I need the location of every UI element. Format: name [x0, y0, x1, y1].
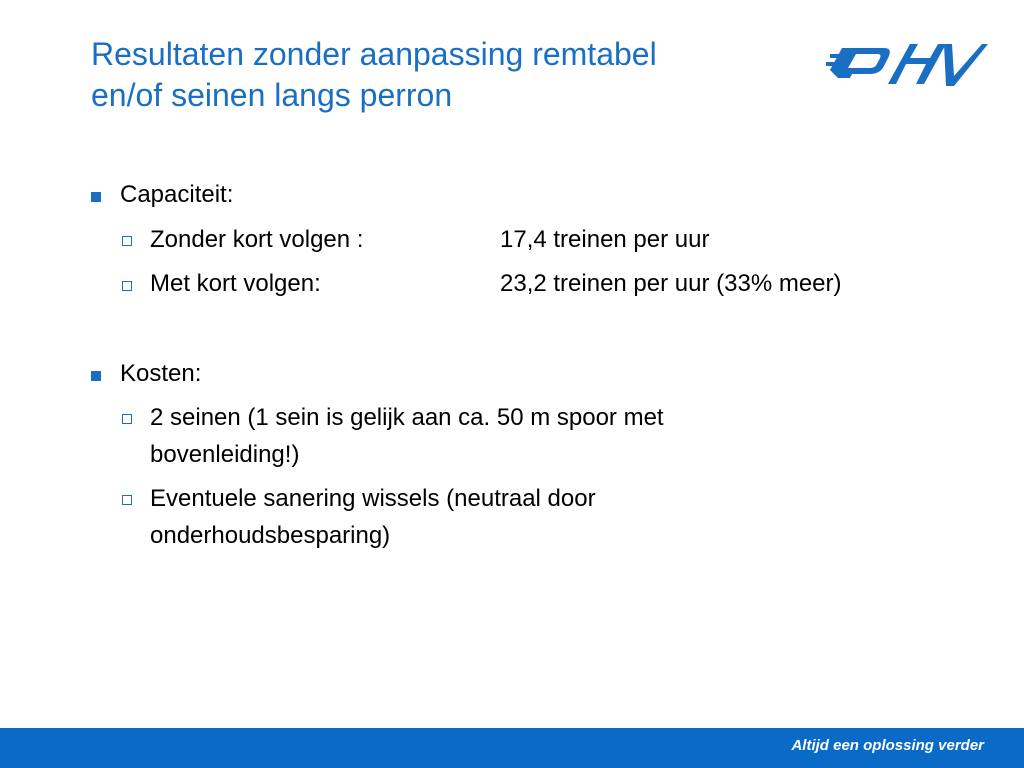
square-bullet-icon [91, 192, 101, 202]
capaciteit-item-2-value: 23,2 treinen per uur (33% meer) [500, 270, 842, 297]
capaciteit-item-2-label: Met kort volgen: [150, 270, 321, 297]
hollow-square-bullet-icon [122, 281, 132, 291]
kosten-item-2-line-1: Eventuele sanering wissels (neutraal door [150, 485, 596, 512]
kosten-item-1-line-1: 2 seinen (1 sein is gelijk aan ca. 50 m spoor met [150, 404, 664, 431]
square-bullet-icon [91, 371, 101, 381]
kosten-item-1-line-2: bovenleiding!) [150, 441, 300, 468]
hollow-square-bullet-icon [122, 236, 132, 246]
section-heading-capaciteit: Capaciteit: [120, 181, 234, 208]
hollow-square-bullet-icon [122, 414, 132, 424]
slide-title-line-1: Resultaten zonder aanpassing remtabel [91, 36, 657, 72]
capaciteit-item-1-label: Zonder kort volgen : [150, 226, 364, 253]
footer-tagline: Altijd een oplossing verder [791, 737, 984, 754]
capaciteit-item-1-value: 17,4 treinen per uur [500, 226, 710, 253]
slide-title-line-2: en/of seinen langs perron [91, 77, 453, 113]
hollow-square-bullet-icon [122, 495, 132, 505]
section-heading-kosten: Kosten: [120, 360, 202, 387]
footer-bar [0, 728, 1024, 768]
kosten-item-2-line-2: onderhoudsbesparing) [150, 522, 391, 549]
